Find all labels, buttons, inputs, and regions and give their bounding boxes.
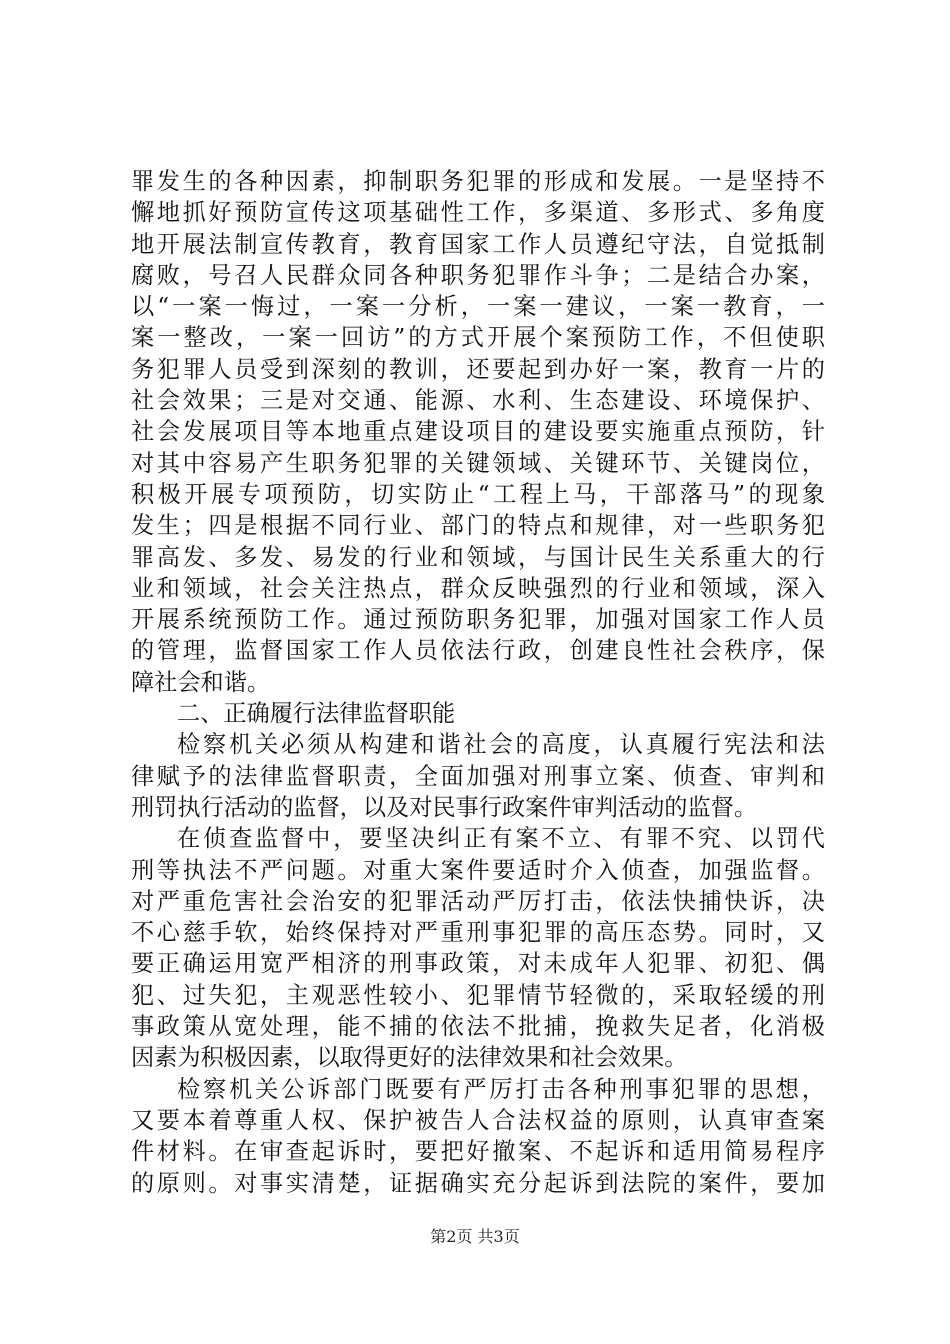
text-line: 务犯罪人员受到深刻的教训，还要起到办好一案，教育一片的 — [131, 355, 825, 383]
text-line: 开展系统预防工作。通过预防职务犯罪，加强对国家工作人员 — [131, 606, 825, 634]
text-line: 不心慈手软，始终保持对严重刑事犯罪的高压态势。同时，又 — [131, 919, 825, 947]
text-line: 以“一案一悔过，一案一分析，一案一建议，一案一教育，一 — [131, 293, 825, 321]
text-line: 发生；四是根据不同行业、部门的特点和规律，对一些职务犯 — [131, 512, 825, 540]
text-line: 业和领域，社会关注热点，群众反映强烈的行业和领域，深入 — [131, 574, 825, 602]
text-line: 对严重危害社会治安的犯罪活动严厉打击，依法快捕快诉，决 — [131, 887, 825, 915]
text-line: 刑罚执行活动的监督，以及对民事行政案件审判活动的监督。 — [131, 793, 758, 821]
text-line: 社会效果；三是对交通、能源、水利、生态建设、环境保护、 — [131, 387, 825, 415]
text-line: 罪发生的各种因素，抑制职务犯罪的形成和发展。一是坚持不 — [131, 168, 825, 195]
text-line: 律赋予的法律监督职责，全面加强对刑事立案、侦查、审判和 — [131, 762, 825, 790]
text-line: 懈地抓好预防宣传这项基础性工作，多渠道、多形式、多角度 — [131, 199, 825, 227]
text-line: 社会发展项目等本地重点建设项目的建设要实施重点预防，针 — [131, 418, 825, 446]
text-line: 二、正确履行法律监督职能 — [177, 700, 456, 728]
text-line: 件材料。在审查起诉时，要把好撤案、不起诉和适用简易程序 — [131, 1138, 825, 1166]
text-line: 的原则。对事实清楚，证据确实充分起诉到法院的案件，要加 — [131, 1169, 825, 1197]
text-line: 要正确运用宽严相济的刑事政策，对未成年人犯罪、初犯、偶 — [131, 950, 825, 978]
page-footer: 第2页 共3页 — [430, 1227, 520, 1246]
document-body — [131, 166, 825, 1199]
text-line: 对其中容易产生职务犯罪的关键领域、关键环节、关键岗位， — [131, 449, 825, 477]
text-line: 案一整改，一案一回访”的方式开展个案预防工作，不但使职 — [131, 324, 825, 352]
text-line: 又要本着尊重人权、保护被告人合法权益的原则，认真审查案 — [131, 1106, 825, 1134]
text-line: 在侦查监督中，要坚决纠正有案不立、有罪不究、以罚代 — [177, 825, 825, 853]
text-line: 的管理，监督国家工作人员依法行政，创建良性社会秩序，保 — [131, 637, 825, 665]
text-line: 积极开展专项预防，切实防止“工程上马，干部落马”的现象 — [131, 480, 825, 508]
text-line: 犯、过失犯，主观恶性较小、犯罪情节轻微的，采取轻缓的刑 — [131, 981, 825, 1009]
text-line: 因素为积极因素，以取得更好的法律效果和社会效果。 — [131, 1044, 688, 1072]
text-line: 刑等执法不严问题。对重大案件要适时介入侦查，加强监督。 — [131, 856, 825, 884]
text-line: 地开展法制宣传教育，教育国家工作人员遵纪守法，自觉抵制 — [131, 230, 825, 258]
text-line: 检察机关公诉部门既要有严厉打击各种刑事犯罪的思想， — [177, 1075, 825, 1103]
text-line: 检察机关必须从构建和谐社会的高度，认真履行宪法和法 — [177, 731, 825, 759]
text-line: 事政策从宽处理，能不捕的依法不批捕，挽救失足者，化消极 — [131, 1013, 825, 1041]
text-line: 罪高发、多发、易发的行业和领域，与国计民生关系重大的行 — [131, 543, 825, 571]
text-line: 障社会和谐。 — [131, 668, 271, 696]
text-line: 腐败，号召人民群众同各种职务犯罪作斗争；二是结合办案， — [131, 261, 825, 289]
